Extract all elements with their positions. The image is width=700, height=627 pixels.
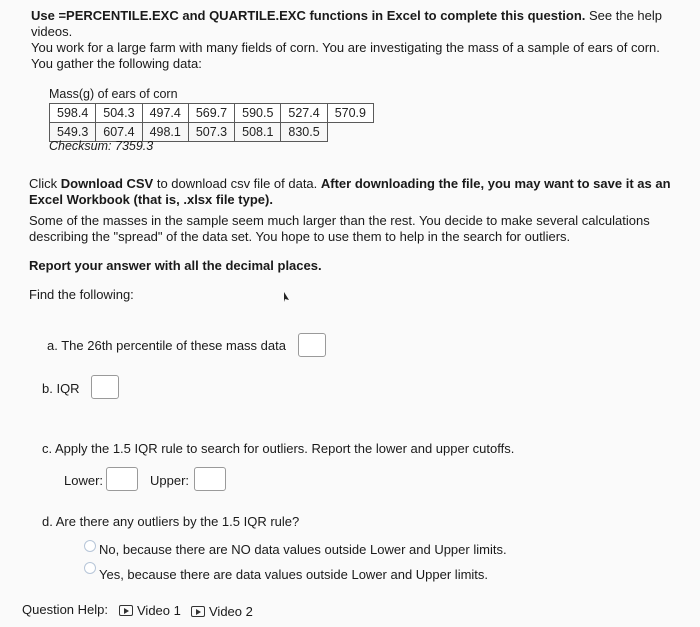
table-row: 598.4 504.3 497.4 569.7 590.5 527.4 570.9 — [50, 104, 374, 123]
video-2-link[interactable]: Video 2 — [191, 604, 253, 620]
upper-input[interactable] — [194, 467, 226, 491]
cursor-icon — [278, 291, 290, 303]
option-yes-label[interactable]: Yes, because there are data values outside Lower and Upper limits. — [99, 567, 489, 582]
answer-a-input[interactable] — [298, 333, 326, 357]
download-paragraph-line2: Excel Workbook (that is, .xlsx file type). — [29, 192, 273, 207]
lower-input[interactable] — [106, 467, 138, 491]
video-1-link[interactable]: Video 1 — [119, 603, 181, 619]
table-row: 549.3 607.4 498.1 507.3 508.1 830.5 — [50, 123, 374, 142]
instructions-line2: videos. — [31, 24, 73, 39]
question-d: d. Are there any outliers by the 1.5 IQR rule? — [42, 514, 300, 529]
radio-yes[interactable] — [84, 562, 96, 574]
spread-paragraph-line2: describing the "spread" of the data set. You hope to use them to help in the search for outliers. — [29, 229, 571, 244]
option-no-label[interactable]: No, because there are NO data values outside Lower and Upper limits. — [99, 542, 507, 557]
answer-b-input[interactable] — [91, 375, 119, 399]
download-paragraph: Click Download CSV to download csv file of data. After downloading the file, you may want to save it as an — [29, 176, 671, 191]
instructions-line1: Use =PERCENTILE.EXC and QUARTILE.EXC functions in Excel to complete this question. See the help — [31, 8, 663, 23]
question-help-label: Question Help: — [22, 602, 108, 617]
question-b: b. IQR — [42, 381, 80, 396]
lower-label: Lower: — [64, 473, 104, 488]
instructions-line3: You work for a large farm with many fields of corn. You are investigating the mass of a sample of ears of corn. — [31, 40, 660, 55]
video-icon — [119, 605, 133, 616]
radio-no[interactable] — [84, 540, 96, 552]
upper-label: Upper: — [150, 473, 190, 488]
question-a: a. The 26th percentile of these mass data — [47, 338, 286, 353]
question-c: c. Apply the 1.5 IQR rule to search for outliers. Report the lower and upper cutoffs. — [42, 441, 515, 456]
spread-paragraph-line1: Some of the masses in the sample seem much larger than the rest. You decide to make several calculations — [29, 213, 650, 228]
checksum: Checksum: 7359.3 — [49, 139, 154, 153]
table-caption: Mass(g) of ears of corn — [49, 87, 178, 101]
download-csv-link[interactable]: Download CSV — [60, 176, 154, 191]
data-table — [49, 103, 374, 142]
report-instruction: Report your answer with all the decimal places. — [29, 258, 322, 273]
instructions-line4: You gather the following data: — [31, 56, 202, 71]
video-icon — [191, 606, 205, 617]
find-following: Find the following: — [29, 287, 134, 302]
instructions-bold: Use =PERCENTILE.EXC and QUARTILE.EXC functions in Excel to complete this question. — [31, 8, 586, 23]
